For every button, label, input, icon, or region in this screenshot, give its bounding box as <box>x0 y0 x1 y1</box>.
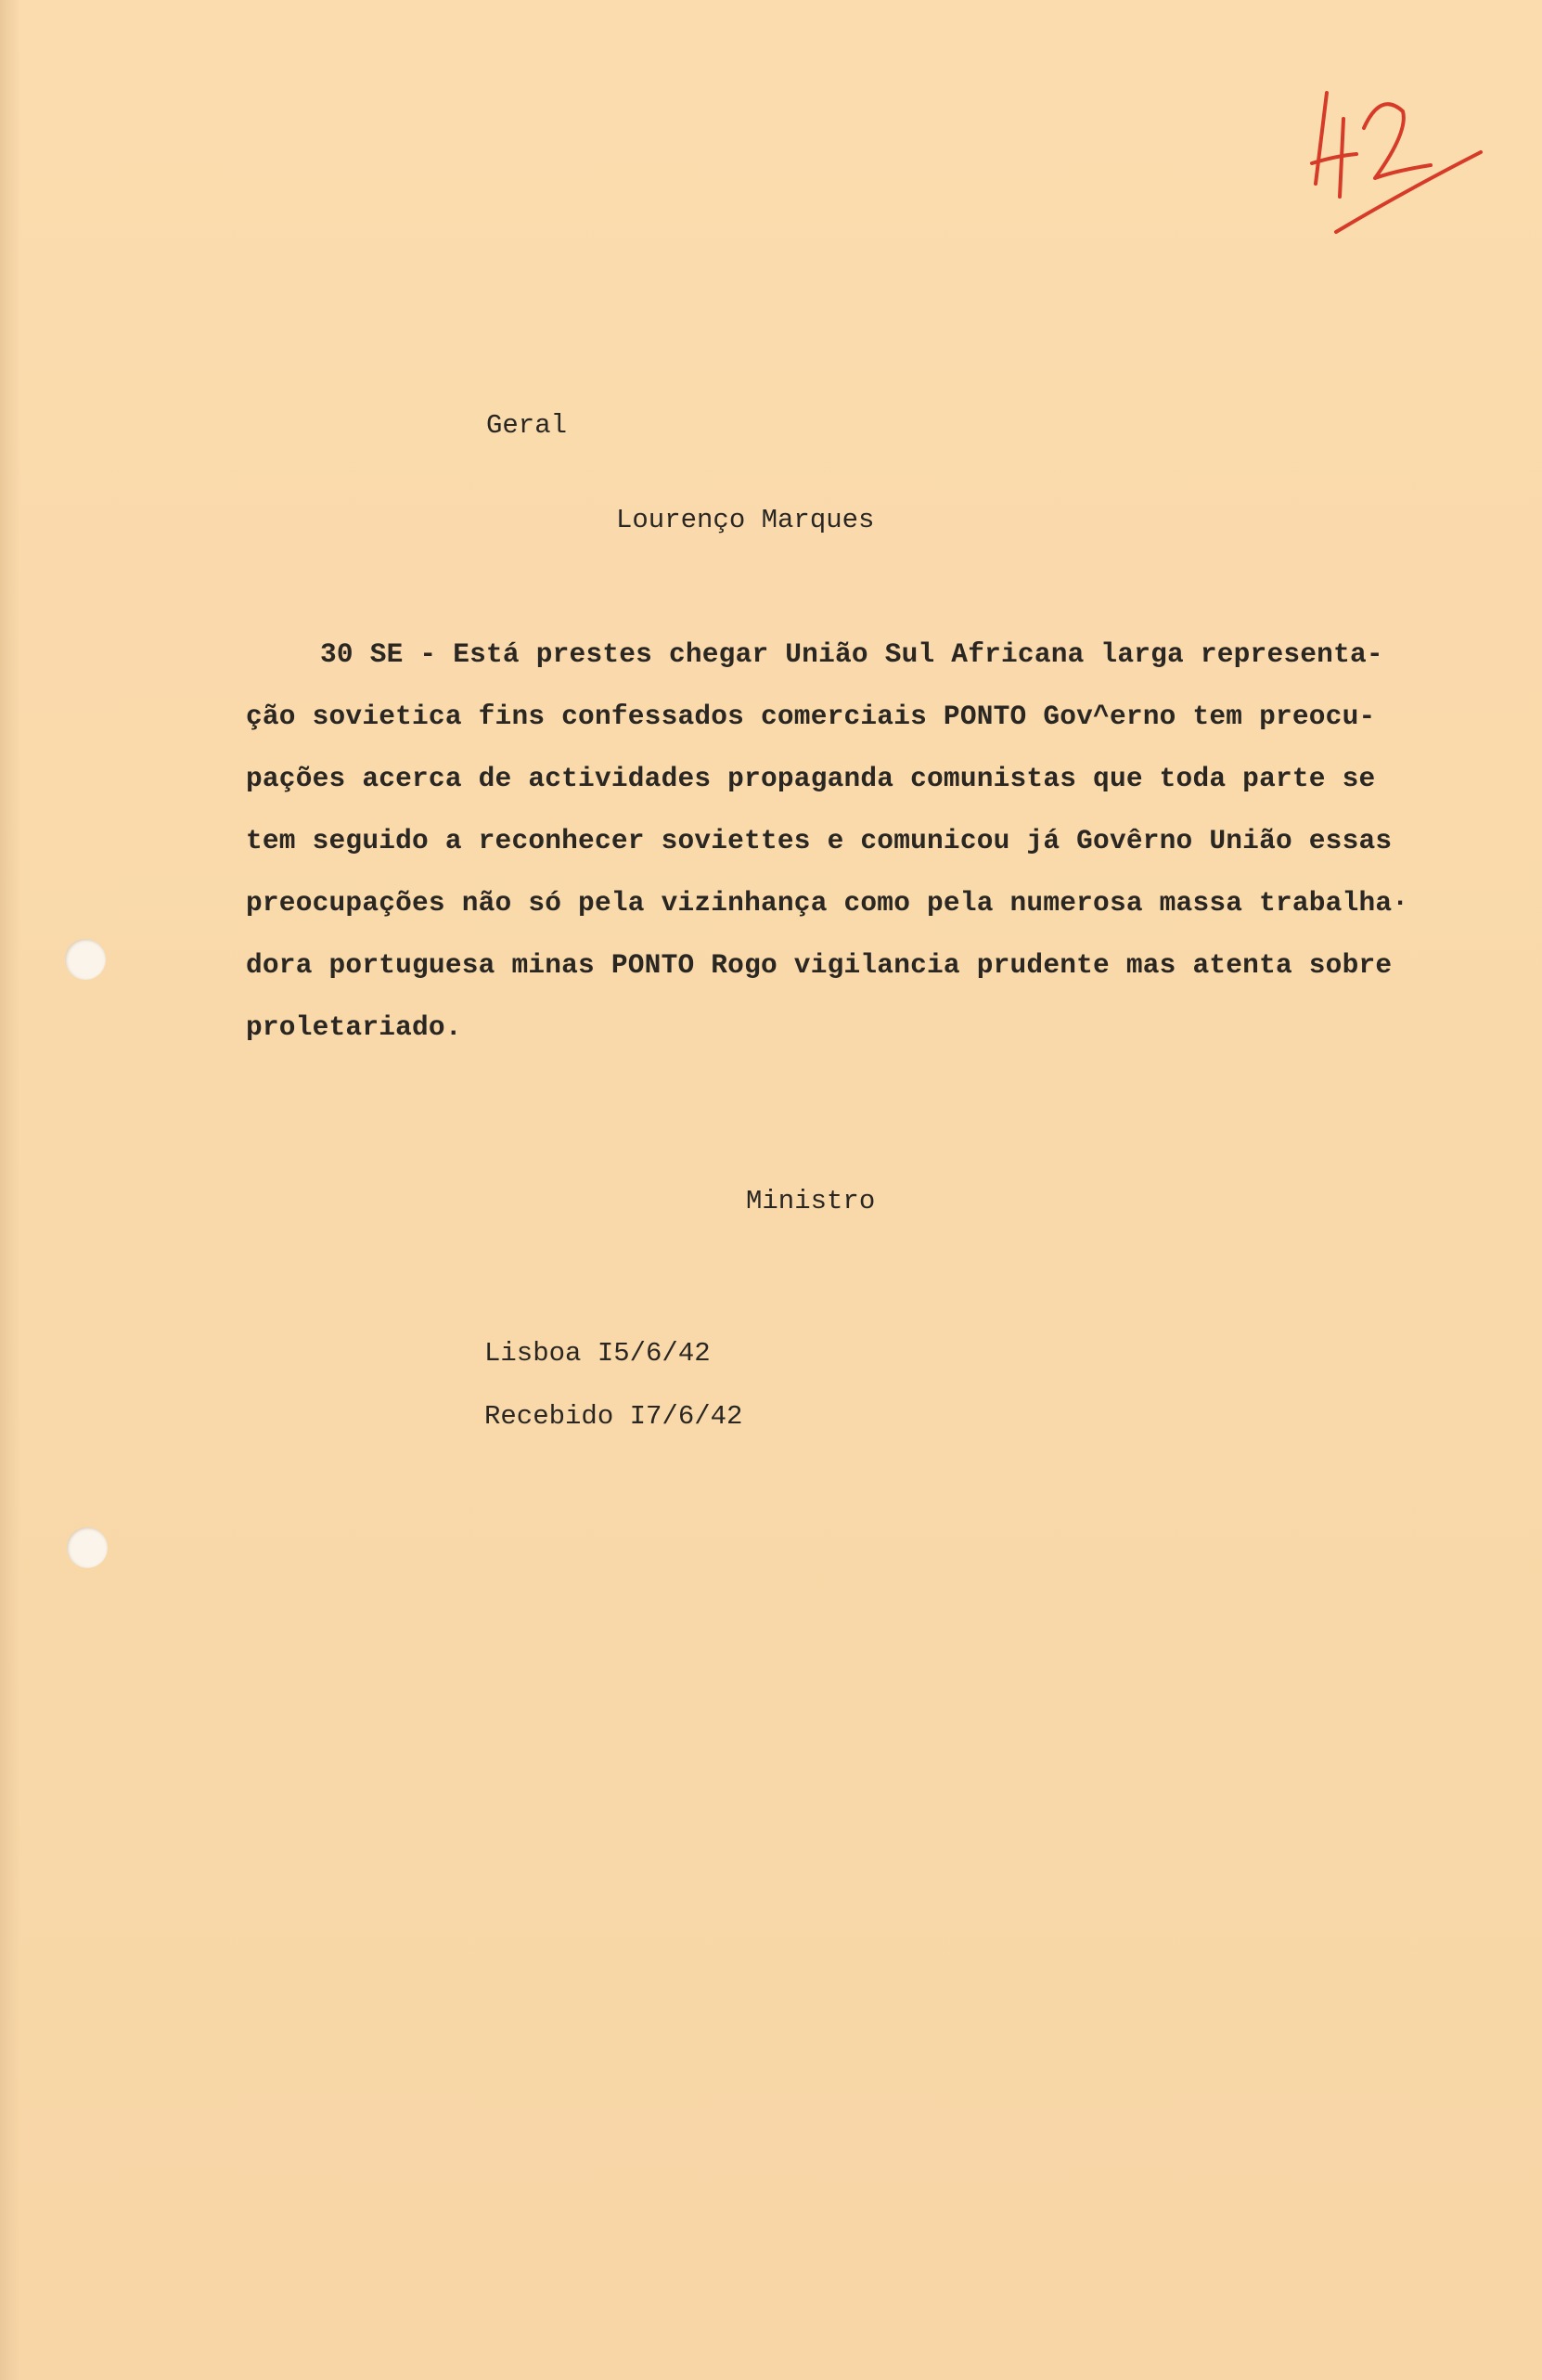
page-number-text <box>1304 65 1424 169</box>
body-line: tem seguido a reconhecer soviettes e comunicou já Govêrno União essas <box>246 825 1393 856</box>
received-date: Recebido I7/6/42 <box>484 1401 743 1432</box>
punch-hole-upper <box>65 939 106 980</box>
body-line: preocupações não só pela vizinhança como pela numerosa massa trabalha· <box>246 887 1409 919</box>
body-line: ção sovietica fins confessados comerciais PONTO Gov^erno tem preocu- <box>246 701 1376 732</box>
body-line: dora portuguesa minas PONTO Rogo vigilancia prudente mas atenta sobre <box>246 949 1393 981</box>
body-line: proletariado. <box>246 1011 462 1043</box>
signature: Ministro <box>746 1186 876 1216</box>
punch-hole-lower <box>67 1527 108 1568</box>
body-line: 30 SE - Está prestes chegar União Sul Africana larga representa- <box>320 638 1383 670</box>
destination: Lourenço Marques <box>616 505 875 535</box>
heading: Geral <box>486 410 568 441</box>
telegram-body <box>246 624 1526 1059</box>
paper-edge <box>0 0 20 2380</box>
body-line: pações acerca de actividades propaganda comunistas que toda parte se <box>246 763 1376 794</box>
sent-date: Lisboa I5/6/42 <box>484 1338 711 1369</box>
